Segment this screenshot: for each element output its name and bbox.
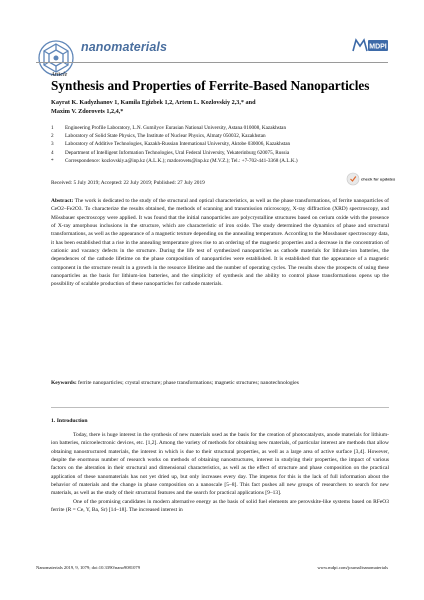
mdpi-logo-text: MDPI — [369, 43, 387, 51]
abstract-label: Abstract: — [51, 198, 74, 204]
affiliation-text: Department of Intelligent Information Technologies, Ural Federal University, Yekaterinburg 620075, Russia — [65, 149, 290, 156]
correspondence-row — [51, 157, 391, 165]
affiliation-text: Engineering Profile Laboratory, L.N. Gumilyov Eurasian National University, Astana 010008, Kazakhstan — [65, 125, 287, 131]
affiliation-row — [51, 140, 391, 148]
abstract — [51, 197, 389, 289]
check-for-updates-badge[interactable] — [346, 170, 396, 188]
article-title: Synthesis and Properties of Ferrite-Based Nanoparticles — [51, 78, 370, 93]
journal-name: nanomaterials — [81, 40, 168, 54]
author-list — [51, 99, 381, 116]
affiliations — [51, 124, 391, 165]
correspondence-text: Correspondence: kozlovskiy.a@inp.kz (A.L.K.); mzdorovets@inp.kz (M.V.Z.); Tel.: +7-702-441-3368 (A.L.K.) — [65, 157, 298, 164]
affiliation-row — [51, 149, 391, 157]
keywords — [51, 379, 389, 387]
authors-line-1: Kayrat K. Kadyzhanov 1, Kamila Egizbek 1,2, Artem L. Kozlovskiy 2,3,* and — [51, 99, 256, 106]
footer-citation: Nanomaterials 2019, 9, 1079; doi:10.3390/nano9081079 — [36, 565, 140, 570]
affiliation-row — [51, 124, 391, 132]
mdpi-logo-icon — [351, 37, 389, 53]
article-type: Article — [51, 72, 68, 78]
section-divider — [51, 407, 389, 408]
footer-journal-link[interactable]: www.mdpi.com/journal/nanomaterials — [317, 565, 388, 570]
paragraph: One of the promising candidates in modern alternative energy as the basis of solid fuel elements are perovskite-like systems based on RFeO3 ferrite (R = Ce, Y, Ba, Sr) [14–18]. The increased interest in — [51, 498, 389, 514]
section-heading: 1. Introduction — [51, 418, 88, 424]
keywords-text: ferrite nanoparticles; crystal structure; phase transformations; magnetic structures; nanotechnologies — [78, 380, 299, 386]
affiliation-text: Laboratory of Solid State Physics, The Institute of Nuclear Physics, Almaty 050032, Kazakhstan — [65, 133, 266, 140]
authors-line-2: Maxim V. Zdorovets 1,2,4,* — [51, 107, 124, 115]
affiliation-mark: 1 — [51, 125, 54, 131]
abstract-text: The work is dedicated to the study of the structural and optical characteristics, as well as the phase transformations, of ferrite nanoparticles of CeO2–Fe2O3. To characterize the results obtained, the methods of scanning and transmission microscopy, X-ray diffraction (XRD) spectroscopy, and Mössbauer spectroscopy were applied. It was found that the initial nanoparticles are polycrystalline structures based on cerium oxide with the presence of X-ray amorphous inclusions in the structure, which are characteristic of iron oxide. The study determined the dynamics of phase and structural transformations, as well as the appearance of a magnetic texture depending on the annealing temperature. According to the Mossbauer spectroscopy data, it has been established that a rise in the annealing temperature gives rise to an ordering of the magnetic properties and a decrease in the concentration of cationic and vacancy defects in the structure. During the life test of synthesized nanoparticles as cathode materials for lithium-ion batteries, the dependences of the cathode lifetime on the phase composition of nanoparticles were established. It is established that the appearance of a magnetic component in the structure result in a growth in the resource lifetime and the number of operating cycles. The results show the prospects of using these nanoparticles as the basis for lithium-ion batteries, and the simplicity of synthesis and the ability to control phase transformations opens up the possibility of scalable production of these nanoparticles for cathode materials. — [51, 198, 389, 288]
affiliation-mark: 4 — [51, 149, 54, 156]
introduction-body — [51, 431, 389, 514]
check-for-updates-label: check for updates — [361, 176, 396, 182]
affiliation-text: Laboratory of Additive Technologies, Kazakh-Russian International University, Aktobe 030006, Kazakhstan — [65, 141, 291, 148]
correspondence-mark: * — [51, 157, 54, 164]
paragraph: Today, there is huge interest in the synthesis of new materials used as the basis for the creation of photocatalysts, anode materials for lithium-ion batteries, microelectronic devices, etc. [1,2]. Among the variety of methods for obtaining new materials, of particular interest are methods that allow obtaining nanostructured materials, the interest in which is due to their structural properties, as well as a large area of active surface [3,4]. However, despite the enormous number of research works on methods of obtaining nanostructures, interest in studying their properties, the impact of various factors on the alteration in their structural and dimensional characteristics, as well as the effect of structure and phase composition on the practical application of these nanomaterials has not yet dried up, but only increases every day. The impetus for this is the lack of full information about the behavior of materials and the change in phase composition on a nanoscale [5–8]. This fact pushes all new groups of researchers to search for new materials, as well as the study of their structural features and the search for practical applications [9–13]. — [51, 432, 389, 497]
header-divider — [36, 62, 388, 63]
affiliation-mark: 3 — [51, 141, 54, 148]
affiliation-mark: 2 — [51, 133, 54, 140]
affiliation-row — [51, 132, 391, 140]
keywords-label: Keywords: — [51, 380, 77, 386]
publication-dates: Received: 5 July 2019; Accepted: 22 July 2019; Published: 27 July 2019 — [51, 180, 205, 186]
